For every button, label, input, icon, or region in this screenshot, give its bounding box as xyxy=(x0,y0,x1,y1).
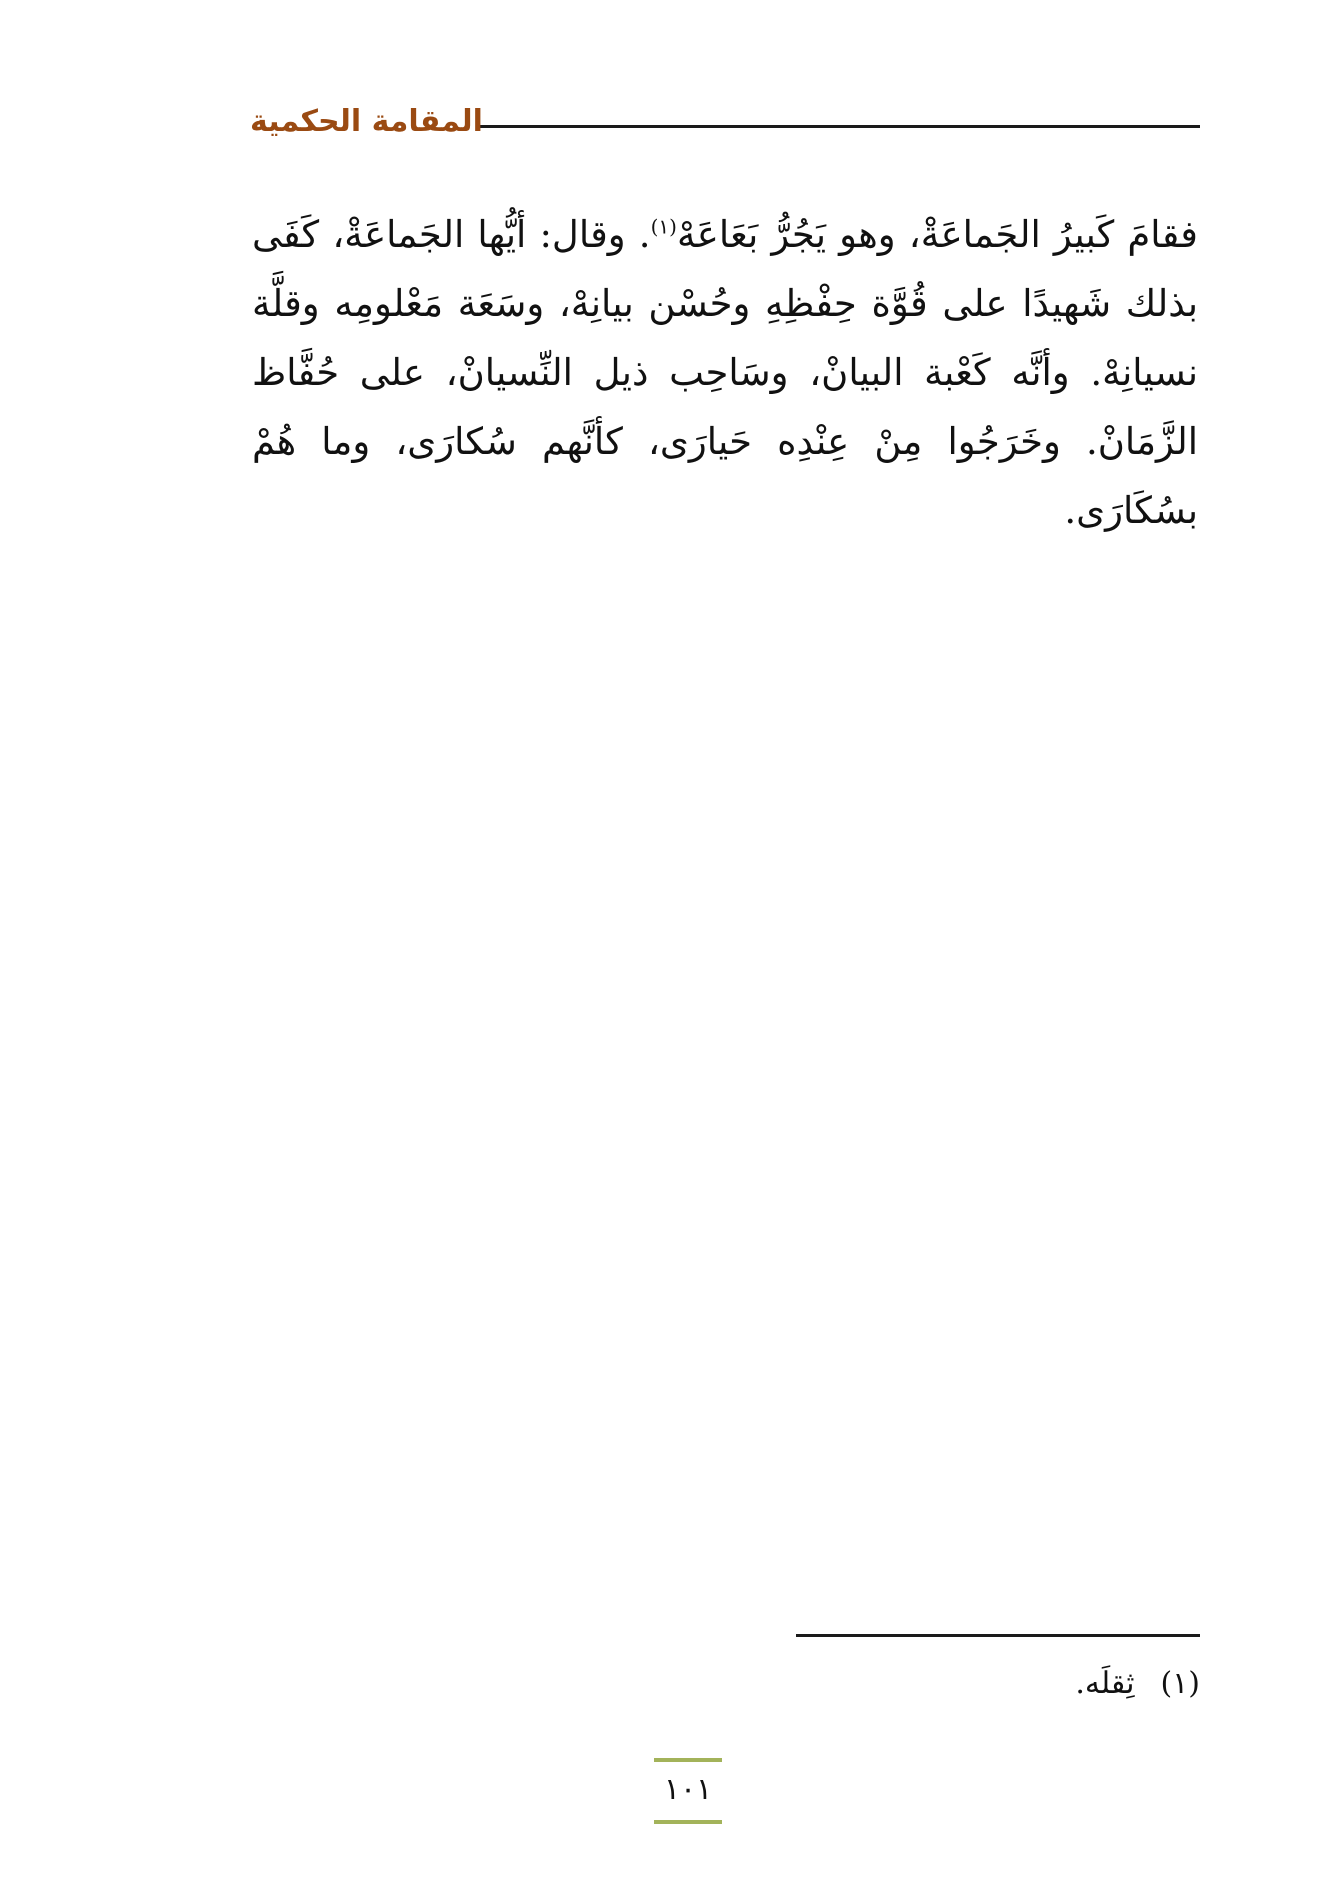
page-number-block xyxy=(654,1758,722,1824)
footnote-reference: (١) xyxy=(650,214,677,239)
header-title: المقامة الحكمية xyxy=(250,104,483,139)
page-number-top-rule xyxy=(654,1758,722,1762)
main-paragraph xyxy=(252,200,1198,545)
footnote-separator xyxy=(796,1634,1200,1637)
paragraph-text-before-note: فقامَ كَبيرُ الجَماعَةْ، وهو يَجُرُّ بَعَاعَهْ xyxy=(676,213,1198,256)
running-header xyxy=(250,100,1200,144)
footnote xyxy=(1075,1662,1200,1706)
footnote-marker: (١) xyxy=(1160,1666,1200,1701)
page-number: ١٠١ xyxy=(663,1772,713,1807)
paragraph-text-after-note: . وقال: أيُّها الجَماعَةْ، كَفَى بذلك شَهيدًا على قُوَّة حِفْظِهِ وحُسْن بيانِهْ، وسَعَة مَعْلومِه وقلَّة نسيانِهْ. وأنَّه كَعْبة البيانْ، وسَاحِب ذيل النِّسيانْ، على حُفَّاظ الزَّمَانْ. وخَرَجُوا مِنْ عِنْدِه حَيارَى، كأنَّهم سُكارَى، وما هُمْ بسُكَارَى. xyxy=(252,213,1198,532)
page-number-bottom-rule xyxy=(654,1820,722,1824)
header-rule xyxy=(480,125,1200,128)
footnote-text: ثِقلَه. xyxy=(1075,1666,1135,1701)
